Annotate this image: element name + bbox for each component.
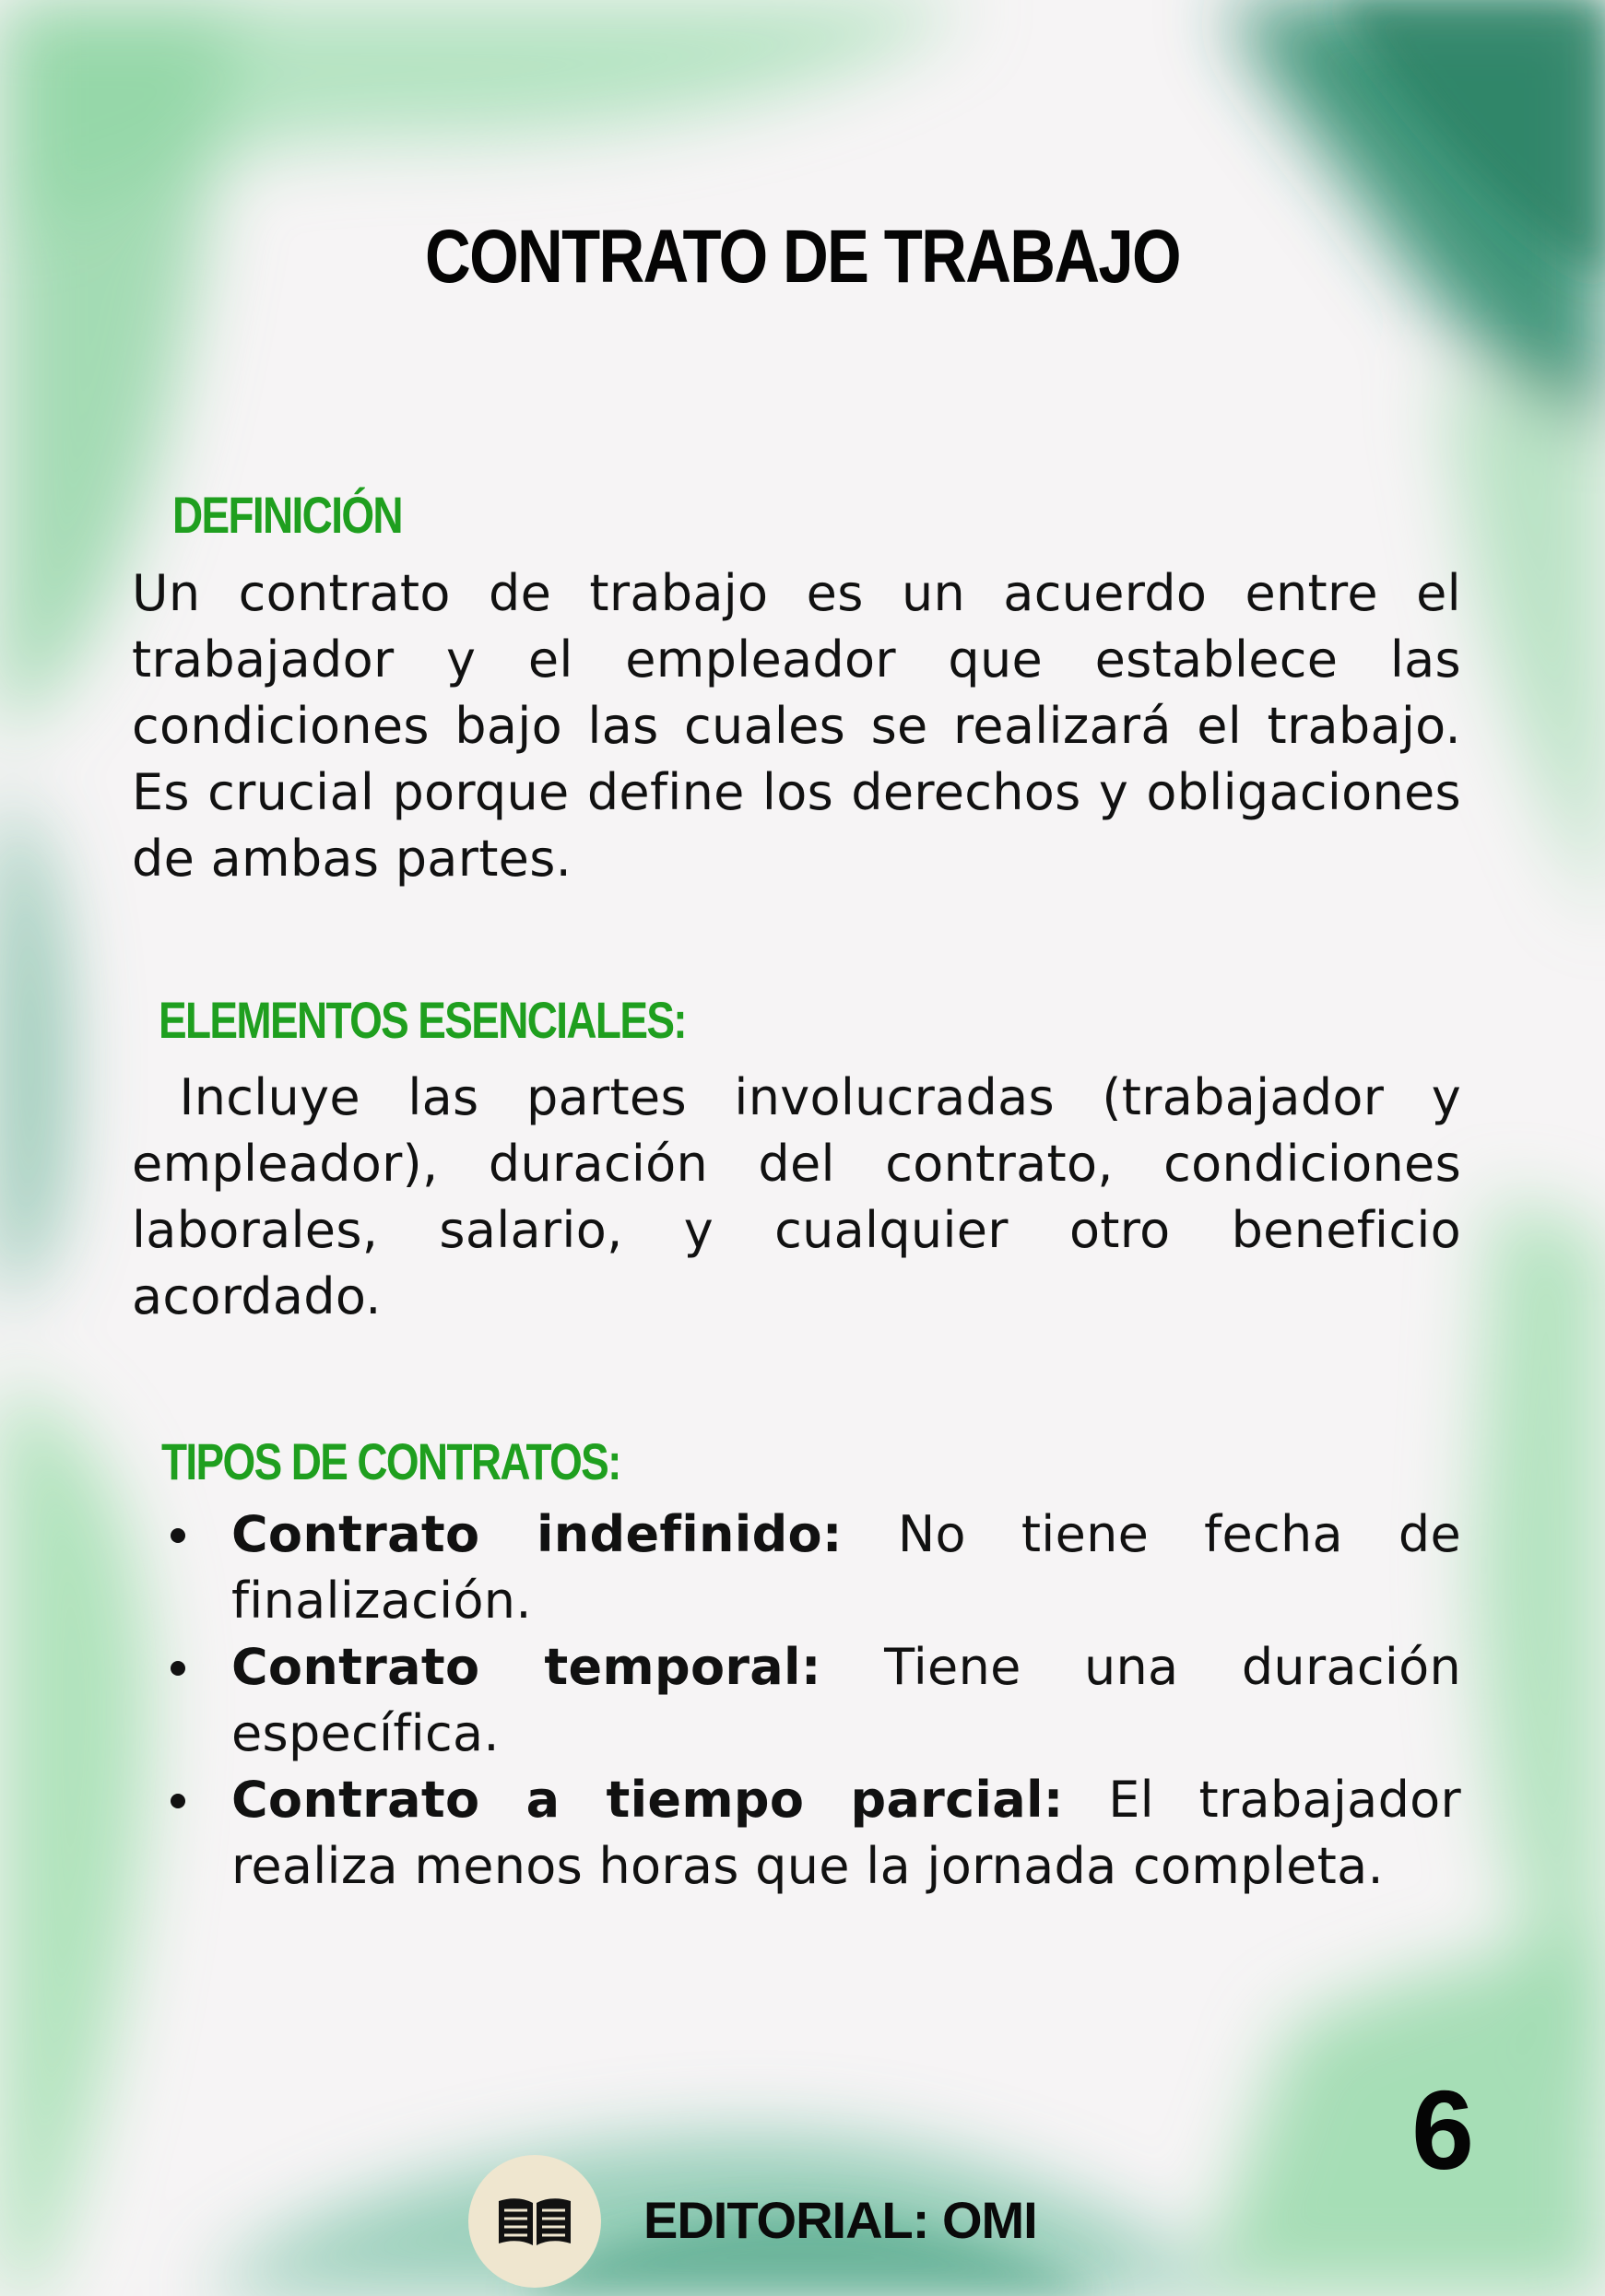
list-item	[132, 1634, 1461, 1767]
bullet-icon	[171, 1661, 185, 1676]
bullet-icon	[171, 1528, 185, 1543]
contract-type-desc: El trabajador realiza menos horas que la jornada completa.	[231, 1771, 1461, 1895]
publisher-name: EDITORIAL: OMI	[643, 2191, 1037, 2249]
elementos-text: Incluye las partes involucradas (trabajador y empleador), duración del contrato, condiciones laborales, salario, y cualquier otro beneficio acordado.	[132, 1068, 1461, 1325]
publisher-badge	[468, 2155, 601, 2288]
heading-tipos-de-contratos: TIPOS DE CONTRATOS:	[161, 1432, 620, 1490]
contract-type-term: Contrato indefinido:	[231, 1505, 843, 1563]
contract-types-list	[132, 1501, 1461, 1900]
page-title: CONTRATO DE TRABAJO	[425, 215, 1180, 299]
bullet-icon	[171, 1794, 185, 1808]
elementos-paragraph	[132, 1065, 1461, 1330]
list-item	[132, 1767, 1461, 1900]
heading-definicion: DEFINICIÓN	[172, 486, 402, 544]
contract-type-desc: Tiene una duración específica.	[231, 1638, 1461, 1762]
definicion-paragraph: Un contrato de trabajo es un acuerdo entre el trabajador y el empleador que establece las condiciones bajo las cuales se realizará el trabajo. Es crucial porque define los derechos y obligaciones de ambas partes.	[132, 564, 1461, 888]
list-item	[132, 1501, 1461, 1634]
contract-type-desc: No tiene fecha de finalización.	[231, 1505, 1461, 1630]
open-book-icon	[497, 2196, 572, 2247]
contract-type-term: Contrato temporal:	[231, 1638, 821, 1696]
heading-elementos-esenciales: ELEMENTOS ESENCIALES:	[159, 991, 686, 1049]
contract-type-term: Contrato a tiempo parcial:	[231, 1771, 1064, 1829]
page-number: 6	[1411, 2067, 1474, 2193]
